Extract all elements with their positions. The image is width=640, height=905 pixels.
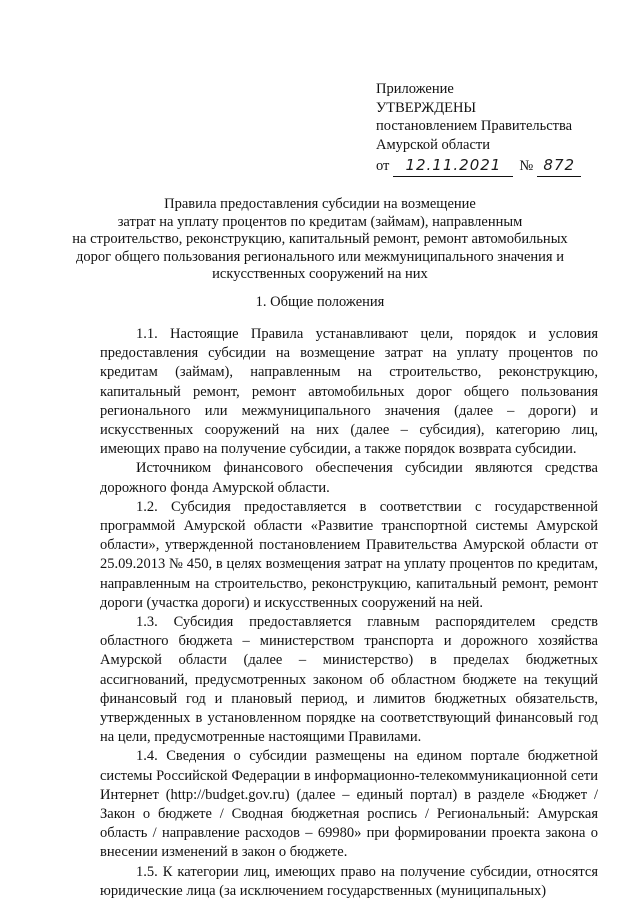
approved-label: УТВЕРЖДЕНЫ xyxy=(376,99,477,116)
paragraph-1-2: 1.2. Субсидия предоставляется в соответствии с государственной программой Амурской области «Развитие транспортной системы Амурской области», утвержденной постановлением Правительства Амурской области от 25.09.2013 № 450, в целях возмещения затрат на уплату процентов по кредитам, направленным на строительство, реконструкцию, капитальный ремонт, ремонт дороги (участка дороги) и искусственных сооружений на ней. xyxy=(100,498,598,611)
from-label: от xyxy=(376,158,390,174)
number-field xyxy=(537,156,581,177)
paragraph-funding: Источником финансового обеспечения субсидии являются средства дорожного фонда Амурской области. xyxy=(100,460,598,496)
document-title xyxy=(60,196,580,284)
document-body xyxy=(100,325,598,901)
paragraph-1-3: 1.3. Субсидия предоставляется главным распорядителем средств областного бюджета – министерством транспорта и дорожного хозяйства Амурской области (далее – министерство) в пределах бюджетных ассигнований, предусмотренных законом об областном бюджете на текущий финансовый год и плановый период, и лимитов бюджетных обязательств, утвержденных в установленном порядке на соответствующий финансовый год на цели, предусмотренные настоящими Правилами. xyxy=(100,614,598,746)
date-field xyxy=(393,156,513,177)
title-line: дорог общего пользования регионального или межмуниципального значения и xyxy=(76,248,564,265)
handwritten-date: 12.11.2021 xyxy=(405,156,502,174)
paragraph-1-4: 1.4. Сведения о субсидии размещены на едином портале бюджетной системы Российской Федерации в информационно-телекоммуникационной сети Интернет (http://budget.gov.ru) (далее – единый портал) в разделе «Бюджет / Закон о бюджете / Сводная бюджетная роспись / Региональный: Амурская область / направление расходов – 69980» при формировании проекта закона о внесении изменений в закон о бюджете. xyxy=(100,748,598,861)
number-label: № xyxy=(519,158,534,174)
title-line: искусственных сооружений на них xyxy=(212,266,428,282)
region-label: Амурской области xyxy=(376,136,490,153)
section-heading: 1. Общие положения xyxy=(255,294,385,310)
title-line: затрат на уплату процентов по кредитам (займам), направленным xyxy=(117,213,523,230)
handwritten-number: 872 xyxy=(543,156,576,174)
paragraph-1-5: 1.5. К категории лиц, имеющих право на получение субсидии, относятся юридические лица (за исключением государственных (муниципальных) xyxy=(100,863,598,899)
title-line: на строительство, реконструкцию, капитальный ремонт, ремонт автомобильных xyxy=(72,231,568,247)
paragraph-1-1: 1.1. Настоящие Правила устанавливают цели, порядок и условия предоставления субсидии на возмещение затрат на уплату процентов по кредитам (займам), направленным на строительство, реконструкцию, капитальный ремонт, ремонт автомобильных дорог общего пользования регионального или межмуниципального значения (далее – дороги) и искусственных сооружений на них (далее – субсидия), категорию лиц, имеющих право на получение субсидии, а также порядок возврата субсидии. xyxy=(100,326,598,458)
appendix-label: Приложение xyxy=(376,81,454,97)
date-number-line xyxy=(376,156,616,177)
title-line: Правила предоставления субсидии на возмещение xyxy=(164,196,476,212)
resolution-label: постановлением Правительства xyxy=(376,118,573,134)
approval-block xyxy=(376,80,616,177)
